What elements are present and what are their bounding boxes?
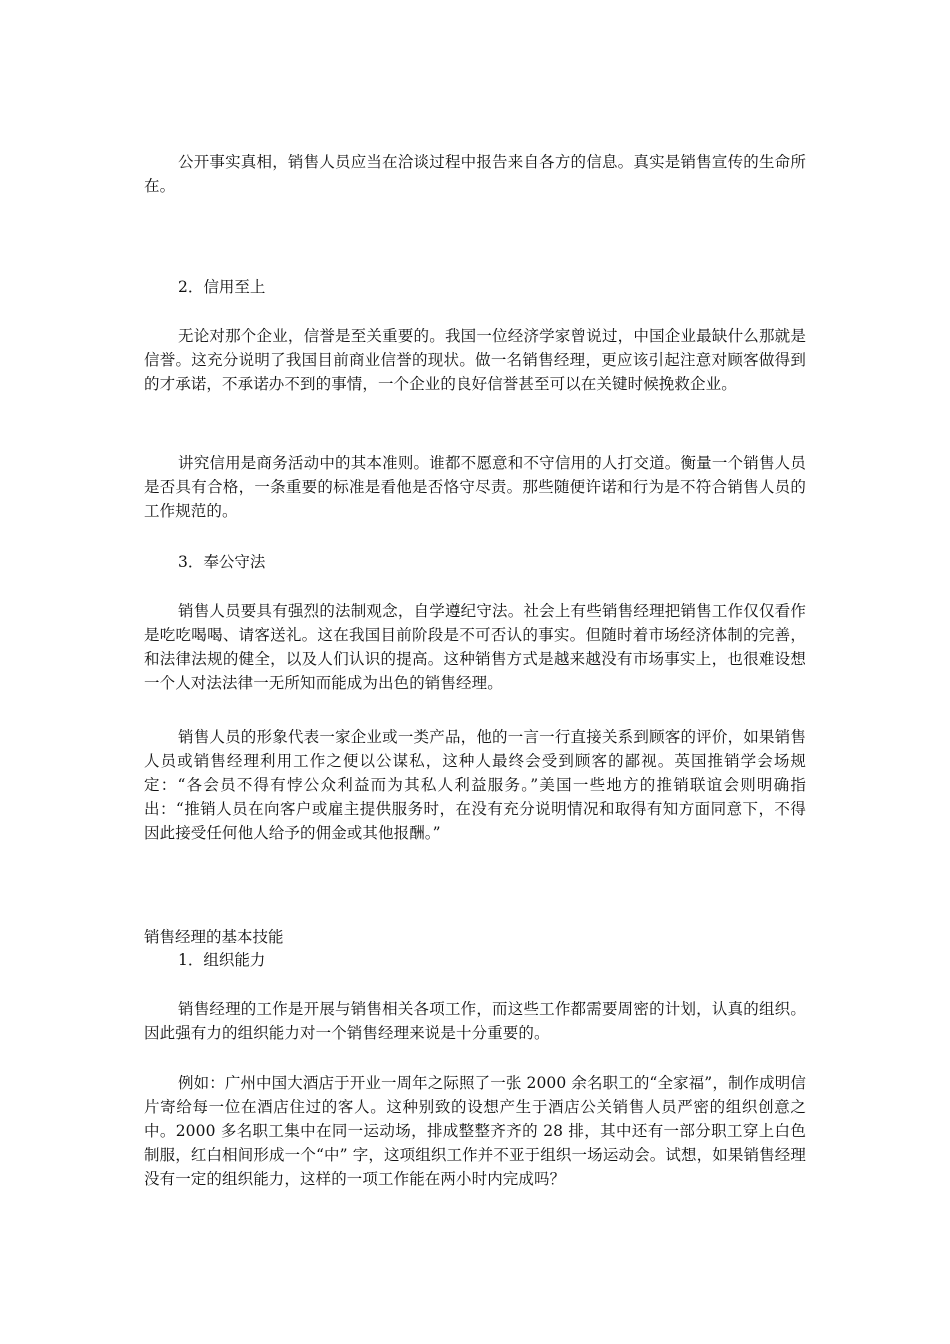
heading-law-abiding: 3．奉公守法 [178, 553, 266, 571]
paragraph-hotel-example [144, 1071, 806, 1191]
paragraph-credit-importance [144, 324, 806, 396]
paragraph-truthfulness [144, 150, 806, 198]
paragraph-text: 销售人员要具有强烈的法制观念，自学遵纪守法。社会上有些销售经理把销售工作仅仅看作是吃吃喝喝、请客送礼。这在我国目前阶段是不可否认的事实。但随时着市场经济体制的完善，和法律法规的健全，以及人们认识的提高。这种销售方式是越来越没有市场事实上，也很难设想一个人对法法律一无所知而能成为出色的销售经理。 [144, 602, 806, 692]
paragraph-text: 销售人员的形象代表一家企业或一类产品，他的一言一行直接关系到顾客的评价，如果销售人员或销售经理利用工作之便以公谋私，这种人最终会受到顾客的鄙视。英国推销学会场规定：“各会员不得有悖公众利益而为其私人利益服务。”美国一些地方的推销联谊会则明确指出：“推销人员在向客户或雇主提供服务时，在没有充分说明情况和取得有知方面同意下，不得因此接受任何他人给予的佣金或其他报酬。” [144, 728, 806, 842]
heading-credit-first: 2．信用至上 [178, 278, 266, 296]
paragraph-credit-principle [144, 451, 806, 523]
section-title-basic-skills: 销售经理的基本技能 [144, 928, 284, 946]
paragraph-organization-importance [144, 997, 806, 1045]
paragraph-text: 公开事实真相，销售人员应当在洽谈过程中报告来自各方的信息。真实是销售宣传的生命所在。 [144, 153, 806, 195]
paragraph-legal-awareness [144, 599, 806, 695]
paragraph-text: 讲究信用是商务活动中的其本准则。谁都不愿意和不守信用的人打交道。衡量一个销售人员是否具有合格，一条重要的标准是看他是否恪守尽责。那些随便许诺和行为是不符合销售人员的工作规范的。 [144, 454, 806, 520]
paragraph-text: 无论对那个企业，信誉是至关重要的。我国一位经济学家曾说过，中国企业最缺什么那就是信誉。这充分说明了我国目前商业信誉的现状。做一名销售经理，更应该引起注意对顾客做得到的才承诺，不承诺办不到的事情，一个企业的良好信誉甚至可以在关键时候挽救企业。 [144, 327, 806, 393]
paragraph-text: 例如：广州中国大酒店于开业一周年之际照了一张 2000 余名职工的“全家福”，制作成明信片寄给每一位在酒店住过的客人。这种别致的设想产生于酒店公关销售人员严密的组织创意之中。2000 多名职工集中在同一运动场，排成整整齐齐的 28 排，其中还有一部分职工穿上白色制服，红白相间形成一个“中” 字，这项组织工作并不亚于组织一场运动会。试想，如果销售经理没有一定的组织能力，这样的一项工作能在两小时内完成吗？ [144, 1074, 806, 1188]
paragraph-sales-image [144, 725, 806, 845]
paragraph-text: 销售经理的工作是开展与销售相关各项工作，而这些工作都需要周密的计划，认真的组织。因此强有力的组织能力对一个销售经理来说是十分重要的。 [144, 1000, 806, 1042]
heading-organization-ability: 1．组织能力 [178, 951, 266, 969]
